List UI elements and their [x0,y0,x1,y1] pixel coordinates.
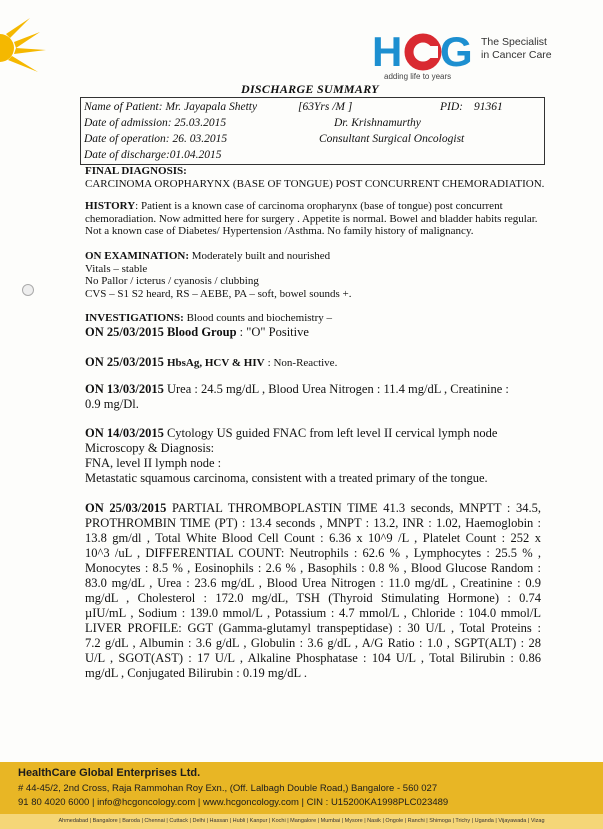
investigations-label: INVESTIGATIONS: [85,312,184,324]
history-line-2: chemoradiation. Now admitted here for surgery . Appetite is normal. Bowel and bladder habits regular. [85,212,538,225]
svg-text:G: G [440,28,473,75]
cytology-line-1: Cytology US guided FNAC from left level II cervical lymph node [166,426,498,440]
admission-date: Date of admission: 25.03.2015 [84,117,227,129]
lab-line-7: µIU/mL , Sodium : 139.0 mmol/L , Potassium : 4.7 mmol/L , Chloride : 104.0 mmol/L [85,606,541,620]
punch-hole-icon [22,284,34,296]
footer-contact: 91 80 4020 6000 | info@hcgoncology.com | www.hcgoncology.com | CIN : U15200KA1998PLC023489 [18,797,449,808]
footer-cities: Ahmedabad | Bangalore | Baroda | Chennai | Cuttack | Delhi | Hassan | Hubli | Kanpur | Kochi | Mangalore | Mumbai | Mysore | Nasik | Ongole | Ranchi | Shimoga | Trichy | Uganda | Vijayawada | Vizag [0,814,603,829]
history-line-3: Not a known case of Diabetes/ Hypertension /Asthma. No family history of malignancy. [85,225,474,237]
lab-line-10: U/L , SGOT(AST) : 17 U/L , Alkaline Phosphatase : 104 U/L , Total Bilirubin : 0.86 [85,651,541,665]
footer [0,762,603,829]
lab-date: ON 25/03/2015 [85,501,167,515]
urea-date: ON 13/03/2015 [85,382,164,396]
hbsag-date: ON 25/03/2015 [85,355,164,369]
patient-age-sex: [63Yrs /M ] [298,101,353,113]
hbsag-label: HbsAg, HCV & HIV [166,357,265,369]
lab-line-5: 83.0 mg/dL , Urea : 23.6 mg/dL , Blood Urea Nitrogen : 11.0 mg/dL , Creatinine : 0.9 [85,576,541,590]
doctor-title: Consultant Surgical Oncologist [319,133,465,145]
final-diagnosis-text: CARCINOMA OROPHARYNX (BASE OF TONGUE) POST CONCURRENT CHEMORADIATION. [85,177,545,190]
history-label: HISTORY [85,200,136,212]
urea-line-2: 0.9 mg/Dl. [85,397,139,411]
tagline [481,36,552,62]
discharge-date: Date of discharge:01.04.2015 [84,149,222,161]
cytology-line-4: Metastatic squamous carcinoma, consistent with a treated primary of the tongue. [85,471,488,485]
blood-group-date: ON 25/03/2015 Blood Group [85,324,237,339]
pid-value: 91361 [474,101,503,113]
final-diagnosis-section [85,165,545,190]
final-diagnosis-label: FINAL DIAGNOSIS: [85,165,187,177]
lab-line-3: 10^3 /uL , DIFFERENTIAL COUNT: Neutrophils : 62.6 % , Lymphocytes : 25.5 % , [85,546,541,560]
patient-name: Name of Patient: Mr. Jayapala Shetty [84,101,258,113]
footer-company: HealthCare Global Enterprises Ltd. [18,767,201,779]
doctor-name: Dr. Krishnamurthy [334,117,421,129]
lab-results-section [85,501,541,681]
lab-line-1: PROTHROMBIN TIME (PT) : 13.4 seconds , MNPT : 13.2, INR : 1.02, Haemoglobin : [85,516,541,530]
sun-logo-icon [0,18,50,78]
lab-line-2: 13.8 gm/dl , Total White Blood Cell Count : 6.36 x 10^9 /L , Platelet Count : 252 x [85,531,541,545]
svg-text:H: H [372,28,403,75]
urea-line-1: Urea : 24.5 mg/dL , Blood Urea Nitrogen : 11.4 mg/dL , Creatinine : [166,382,509,396]
lab-line-6: mg/dL , Cholesterol : 172.0 mg/dL, TSH (Thyroid Stimulating Hormone) : 0.74 [85,591,541,605]
examination-systems: CVS – S1 S2 heard, RS – AEBE, PA – soft, bowel sounds +. [85,287,352,300]
tagline-line-2: in Cancer Care [481,49,552,61]
document-title: DISCHARGE SUMMARY [241,82,379,96]
cytology-date: ON 14/03/2015 [85,426,164,440]
operation-date: Date of operation: 26. 03.2015 [84,133,228,145]
examination-label: ON EXAMINATION: [85,250,189,262]
urea-section [85,382,540,412]
lab-line-11: mg/dL , Conjugated Bilirubin : 0.19 mg/dL . [85,666,307,680]
footer-address: # 44-45/2, 2nd Cross, Raja Rammohan Roy Exn., (Off. Lalbagh Double Road,) Bangalore - 560 027 [18,783,438,794]
pid-label: PID: [440,101,463,113]
examination-vitals: Vitals – stable [85,262,148,275]
lab-line-4: Monocytes : 8.5 % , Eosinophils : 2.6 % , Basophils : 0.8 % , Blood Glucose Random : [85,561,541,575]
cytology-section [85,426,540,486]
examination-section [85,250,540,300]
lab-line-8: LIVER PROFILE: GGT (Gamma-glutamyl transpeptidase) : 30 U/L , Total Proteins : [85,621,541,635]
tagline-line-1: The Specialist [481,36,547,48]
hbsag-section [85,355,540,371]
investigations-text: Blood counts and biochemistry – [186,312,333,324]
history-section [85,200,540,238]
examination-pallor: No Pallor / icterus / cyanosis / clubbing [85,275,259,287]
lab-line-0: PARTIAL THROMBOPLASTIN TIME 41.3 seconds, MNPTT : 34.5, [171,501,541,515]
examination-text: Moderately built and nourished [191,250,331,262]
cytology-line-2: Microscopy & Diagnosis: [85,441,215,455]
adding-life-text: adding life to years [384,72,452,81]
lab-line-9: 7.2 g/dL , Albumin : 3.6 g/dL , Globulin : 3.6 g/dL , A/G Ratio : 1.0 , SGPT(ALT) : 28 [85,636,541,650]
cytology-line-3: FNA, level II lymph node : [85,456,222,470]
investigations-section [85,312,540,340]
hbsag-value: : Non-Reactive. [267,357,338,369]
history-line-1: : Patient is a known case of carcinoma oropharynx (base of tongue) post concurrent [135,200,503,212]
blood-group-value: : "O" Positive [239,324,309,339]
